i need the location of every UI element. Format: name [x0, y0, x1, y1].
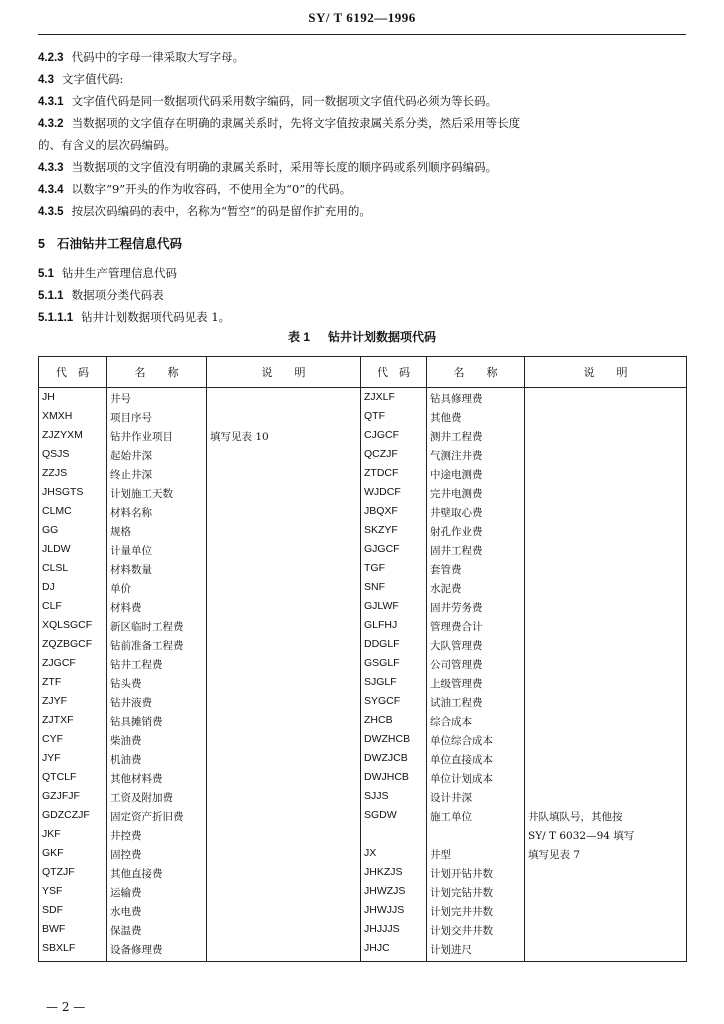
cell-name-2: 计划完钻井数: [427, 885, 525, 904]
cell-note-2: 填写见表 7: [525, 847, 687, 866]
cell-code-2: [361, 828, 427, 847]
cell-name-2: 钻具修理费: [427, 388, 525, 411]
cell-code-2: QCZJF: [361, 448, 427, 467]
cell-name: 材料名称: [107, 505, 207, 524]
cell-code: JHSGTS: [39, 486, 107, 505]
table-body: [39, 388, 687, 962]
section-5-title: [38, 234, 182, 252]
cell-name: 固定资产折旧费: [107, 809, 207, 828]
cell-note-2: [525, 410, 687, 429]
cell-name: 机油费: [107, 752, 207, 771]
cell-code: DJ: [39, 581, 107, 600]
cell-note-2: [525, 505, 687, 524]
clause-4-3-3: [38, 156, 688, 179]
cell-name: 新区临时工程费: [107, 619, 207, 638]
cell-name-2: 大队管理费: [427, 638, 525, 657]
cell-name: 单价: [107, 581, 207, 600]
table-row: [39, 638, 687, 657]
cell-note: [207, 467, 361, 486]
cell-name-2: 公司管理费: [427, 657, 525, 676]
cell-code: JKF: [39, 828, 107, 847]
cell-name-2: 射孔作业费: [427, 524, 525, 543]
cell-name: 柴油费: [107, 733, 207, 752]
cell-code: JLDW: [39, 543, 107, 562]
cell-code-2: CJGCF: [361, 429, 427, 448]
cell-code-2: JX: [361, 847, 427, 866]
clause-number: 4.3.2: [38, 118, 64, 130]
cell-note-2: [525, 448, 687, 467]
cell-code: SBXLF: [39, 942, 107, 962]
cell-note-2: [525, 638, 687, 657]
table-row: [39, 410, 687, 429]
cell-name-2: 中途电测费: [427, 467, 525, 486]
clause-number: 4.3.5: [38, 206, 64, 218]
table-row: [39, 733, 687, 752]
clause-number: 4.3.3: [38, 162, 64, 174]
cell-note: [207, 809, 361, 828]
cell-code-2: SYGCF: [361, 695, 427, 714]
cell-note-2: [525, 657, 687, 676]
col-header-code: 代 码: [39, 357, 107, 388]
table-row: [39, 486, 687, 505]
table-row: [39, 809, 687, 828]
cell-name-2: 气测注井费: [427, 448, 525, 467]
cell-code: QTCLF: [39, 771, 107, 790]
cell-name: 水电费: [107, 904, 207, 923]
cell-code: CLMC: [39, 505, 107, 524]
cell-note: [207, 866, 361, 885]
clause-number: 4.3.1: [38, 96, 64, 108]
cell-note: [207, 676, 361, 695]
cell-note-2: [525, 429, 687, 448]
clause-number: 4.2.3: [38, 52, 64, 64]
cell-note-2: [525, 866, 687, 885]
cell-note-2: [525, 733, 687, 752]
table-row: [39, 600, 687, 619]
cell-code-2: ZHCB: [361, 714, 427, 733]
cell-note-2: [525, 619, 687, 638]
col-header-note-2: 说 明: [525, 357, 687, 388]
clause-4-3-2-continued: [38, 134, 688, 156]
cell-code-2: QTF: [361, 410, 427, 429]
cell-name-2: 单位综合成本: [427, 733, 525, 752]
cell-note-2: [525, 790, 687, 809]
table-row: [39, 581, 687, 600]
cell-note-2: 井队填队号，其他按: [525, 809, 687, 828]
cell-code-2: SJGLF: [361, 676, 427, 695]
cell-code-2: SJJS: [361, 790, 427, 809]
table-row: [39, 619, 687, 638]
cell-name-2: 试油工程费: [427, 695, 525, 714]
table-row: [39, 543, 687, 562]
table-row: [39, 467, 687, 486]
cell-code: BWF: [39, 923, 107, 942]
header-rule: [38, 34, 686, 35]
cell-code: JYF: [39, 752, 107, 771]
cell-code: ZZJS: [39, 467, 107, 486]
cell-code-2: GSGLF: [361, 657, 427, 676]
cell-note: [207, 790, 361, 809]
cell-code: ZJZYXM: [39, 429, 107, 448]
cell-note: [207, 600, 361, 619]
cell-code: ZJGCF: [39, 657, 107, 676]
col-header-code-2: 代 码: [361, 357, 427, 388]
cell-code: ZQZBGCF: [39, 638, 107, 657]
clause-4-2-3: [38, 46, 688, 69]
table-row: [39, 828, 687, 847]
cell-code-2: GJGCF: [361, 543, 427, 562]
subsection-text: 钻井生产管理信息代码: [62, 266, 177, 280]
cell-note: [207, 695, 361, 714]
cell-code: CLSL: [39, 562, 107, 581]
table-header-row: [39, 357, 687, 388]
cell-code-2: SGDW: [361, 809, 427, 828]
cell-note-2: [525, 942, 687, 962]
clause-number: 4.3.4: [38, 184, 64, 196]
cell-name-2: 水泥费: [427, 581, 525, 600]
cell-note-2: [525, 695, 687, 714]
cell-note-2: [525, 388, 687, 411]
cell-note-2: [525, 904, 687, 923]
cell-code-2: JBQXF: [361, 505, 427, 524]
cell-name: 固控费: [107, 847, 207, 866]
clause-4-3-1: [38, 90, 688, 113]
cell-code-2: SNF: [361, 581, 427, 600]
table-row: [39, 923, 687, 942]
section-title-text: 石油钻井工程信息代码: [56, 237, 182, 251]
cell-code-2: JHJJJS: [361, 923, 427, 942]
cell-note: [207, 410, 361, 429]
cell-code-2: JHWZJS: [361, 885, 427, 904]
cell-code-2: WJDCF: [361, 486, 427, 505]
cell-code: SDF: [39, 904, 107, 923]
table-row: [39, 942, 687, 962]
clause-number: 4.3: [38, 74, 54, 86]
cell-code-2: SKZYF: [361, 524, 427, 543]
cell-note-2: [525, 524, 687, 543]
cell-name: 材料数量: [107, 562, 207, 581]
subsection-text: 钻井计划数据项代码见表 1。: [81, 310, 231, 324]
cell-note-2: [525, 543, 687, 562]
cell-note-2: [525, 752, 687, 771]
cell-name: 材料费: [107, 600, 207, 619]
table-row: [39, 771, 687, 790]
cell-code-2: TGF: [361, 562, 427, 581]
clause-text: 当数据项的文字值没有明确的隶属关系时，采用等长度的顺序码或系列顺序码编码。: [71, 160, 498, 174]
cell-name-2: 施工单位: [427, 809, 525, 828]
table-caption: [0, 328, 724, 345]
cell-note-2: [525, 885, 687, 904]
subsection-number: 5.1.1: [38, 290, 64, 302]
cell-note: [207, 847, 361, 866]
cell-name-2: 管理费合计: [427, 619, 525, 638]
cell-note-2: [525, 486, 687, 505]
table-row: [39, 524, 687, 543]
cell-code: YSF: [39, 885, 107, 904]
clause-4-3-4: [38, 178, 688, 201]
cell-note: [207, 828, 361, 847]
cell-name: 起始井深: [107, 448, 207, 467]
cell-name: 钻井工程费: [107, 657, 207, 676]
cell-name: 井控费: [107, 828, 207, 847]
clause-text: 的、有含义的层次码编码。: [38, 138, 176, 152]
table-row: [39, 714, 687, 733]
cell-code: GKF: [39, 847, 107, 866]
cell-name: 计划施工天数: [107, 486, 207, 505]
cell-note: [207, 581, 361, 600]
cell-name: 工资及附加费: [107, 790, 207, 809]
col-header-note: 说 明: [207, 357, 361, 388]
cell-name: 其他材料费: [107, 771, 207, 790]
cell-note-2: [525, 562, 687, 581]
cell-name-2: 设计井深: [427, 790, 525, 809]
cell-name-2: 套管费: [427, 562, 525, 581]
cell-note: [207, 448, 361, 467]
cell-note-2: [525, 923, 687, 942]
cell-note: [207, 885, 361, 904]
cell-name-2: 井型: [427, 847, 525, 866]
cell-code: XMXH: [39, 410, 107, 429]
cell-note: [207, 714, 361, 733]
cell-name: 钻前准备工程费: [107, 638, 207, 657]
clause-4-3-5: [38, 200, 688, 223]
cell-note: [207, 638, 361, 657]
subsection-5-1-1: [38, 284, 688, 307]
cell-code: ZJTXF: [39, 714, 107, 733]
cell-code: ZJYF: [39, 695, 107, 714]
cell-name-2: 单位直接成本: [427, 752, 525, 771]
cell-note: [207, 904, 361, 923]
clause-4-3-2: [38, 112, 688, 135]
cell-note: [207, 562, 361, 581]
cell-note: [207, 942, 361, 962]
cell-name-2: 计划进尺: [427, 942, 525, 962]
cell-code-2: DWZHCB: [361, 733, 427, 752]
cell-note: [207, 543, 361, 562]
cell-code: QSJS: [39, 448, 107, 467]
cell-code: CYF: [39, 733, 107, 752]
cell-note-2: [525, 600, 687, 619]
cell-note-2: [525, 676, 687, 695]
cell-name-2: 上级管理费: [427, 676, 525, 695]
subsection-text: 数据项分类代码表: [71, 288, 164, 302]
cell-name-2: 其他费: [427, 410, 525, 429]
cell-name: 其他直接费: [107, 866, 207, 885]
cell-name: 终止井深: [107, 467, 207, 486]
cell-code-2: GJLWF: [361, 600, 427, 619]
cell-name-2: [427, 828, 525, 847]
cell-code-2: JHWJJS: [361, 904, 427, 923]
table-row: [39, 429, 687, 448]
table-row: [39, 676, 687, 695]
cell-name: 规格: [107, 524, 207, 543]
cell-note: 填写见表 10: [207, 429, 361, 448]
cell-note: [207, 752, 361, 771]
cell-name: 钻头费: [107, 676, 207, 695]
subsection-5-1: [38, 262, 688, 285]
cell-name-2: 完井电测费: [427, 486, 525, 505]
cell-name-2: 井壁取心费: [427, 505, 525, 524]
cell-note-2: SY/ T 6032—94 填写: [525, 828, 687, 847]
cell-name-2: 计划开钻井数: [427, 866, 525, 885]
table-caption-number: 表 1: [287, 330, 310, 344]
cell-note-2: [525, 467, 687, 486]
col-header-name: 名 称: [107, 357, 207, 388]
cell-note-2: [525, 581, 687, 600]
clause-text: 代码中的字母一律采取大写字母。: [71, 50, 245, 64]
cell-code: CLF: [39, 600, 107, 619]
cell-name: 钻井作业项目: [107, 429, 207, 448]
table-row: [39, 847, 687, 866]
cell-name-2: 测井工程费: [427, 429, 525, 448]
table-row: [39, 695, 687, 714]
cell-name-2: 固井工程费: [427, 543, 525, 562]
cell-code: QTZJF: [39, 866, 107, 885]
table-row: [39, 885, 687, 904]
cell-name: 项目序号: [107, 410, 207, 429]
page-header: SY/ T 6192—1996: [308, 10, 416, 25]
cell-note: [207, 388, 361, 411]
clause-text: 文字值代码:: [62, 72, 124, 86]
cell-name-2: 计划完井井数: [427, 904, 525, 923]
table-caption-title: 钻井计划数据项代码: [328, 330, 437, 344]
cell-code-2: ZJXLF: [361, 388, 427, 411]
cell-note: [207, 619, 361, 638]
subsection-number: 5.1: [38, 268, 54, 280]
cell-note: [207, 771, 361, 790]
cell-code: GZJFJF: [39, 790, 107, 809]
clause-text: 按层次码编码的表中，名称为“暂空”的码是留作扩充用的。: [71, 204, 371, 218]
table-row: [39, 388, 687, 411]
section-number: 5: [38, 237, 45, 251]
cell-code: GDZCZJF: [39, 809, 107, 828]
page-number: — 2 —: [46, 1000, 86, 1014]
cell-code: GG: [39, 524, 107, 543]
cell-name: 运输费: [107, 885, 207, 904]
drilling-plan-code-table: [38, 356, 687, 962]
cell-code-2: DWJHCB: [361, 771, 427, 790]
cell-name: 计量单位: [107, 543, 207, 562]
cell-note-2: [525, 771, 687, 790]
table-row: [39, 448, 687, 467]
cell-note: [207, 486, 361, 505]
cell-code-2: ZTDCF: [361, 467, 427, 486]
cell-name: 钻具摊销费: [107, 714, 207, 733]
cell-note: [207, 923, 361, 942]
table-row: [39, 904, 687, 923]
cell-code: XQLSGCF: [39, 619, 107, 638]
cell-name: 井号: [107, 388, 207, 411]
subsection-number: 5.1.1.1: [38, 312, 74, 324]
col-header-name-2: 名 称: [427, 357, 525, 388]
cell-name: 设备修理费: [107, 942, 207, 962]
cell-code-2: DWZJCB: [361, 752, 427, 771]
cell-note-2: [525, 714, 687, 733]
cell-code-2: JHJC: [361, 942, 427, 962]
clause-text: 当数据项的文字值存在明确的隶属关系时，先将文字值按隶属关系分类，然后采用等长度: [71, 116, 521, 130]
clause-text: 文字值代码是同一数据项代码采用数字编码，同一数据项文字值代码必须为等长码。: [71, 94, 498, 108]
clause-text: 以数字“9”开头的作为收容码，不使用全为“0”的代码。: [71, 182, 352, 196]
table-row: [39, 505, 687, 524]
cell-name-2: 计划交井井数: [427, 923, 525, 942]
cell-note: [207, 657, 361, 676]
cell-note: [207, 524, 361, 543]
subsection-5-1-1-1: [38, 306, 688, 329]
cell-name-2: 单位计划成本: [427, 771, 525, 790]
clause-4-3: [38, 68, 688, 91]
cell-code-2: DDGLF: [361, 638, 427, 657]
table-row: [39, 866, 687, 885]
table-row: [39, 752, 687, 771]
cell-note: [207, 733, 361, 752]
cell-code-2: GLFHJ: [361, 619, 427, 638]
cell-code: ZTF: [39, 676, 107, 695]
cell-note: [207, 505, 361, 524]
cell-name-2: 综合成本: [427, 714, 525, 733]
cell-name: 钻井液费: [107, 695, 207, 714]
table-row: [39, 562, 687, 581]
cell-code-2: JHKZJS: [361, 866, 427, 885]
table-row: [39, 657, 687, 676]
cell-code: JH: [39, 388, 107, 411]
cell-name-2: 固井劳务费: [427, 600, 525, 619]
table-row: [39, 790, 687, 809]
cell-name: 保温费: [107, 923, 207, 942]
